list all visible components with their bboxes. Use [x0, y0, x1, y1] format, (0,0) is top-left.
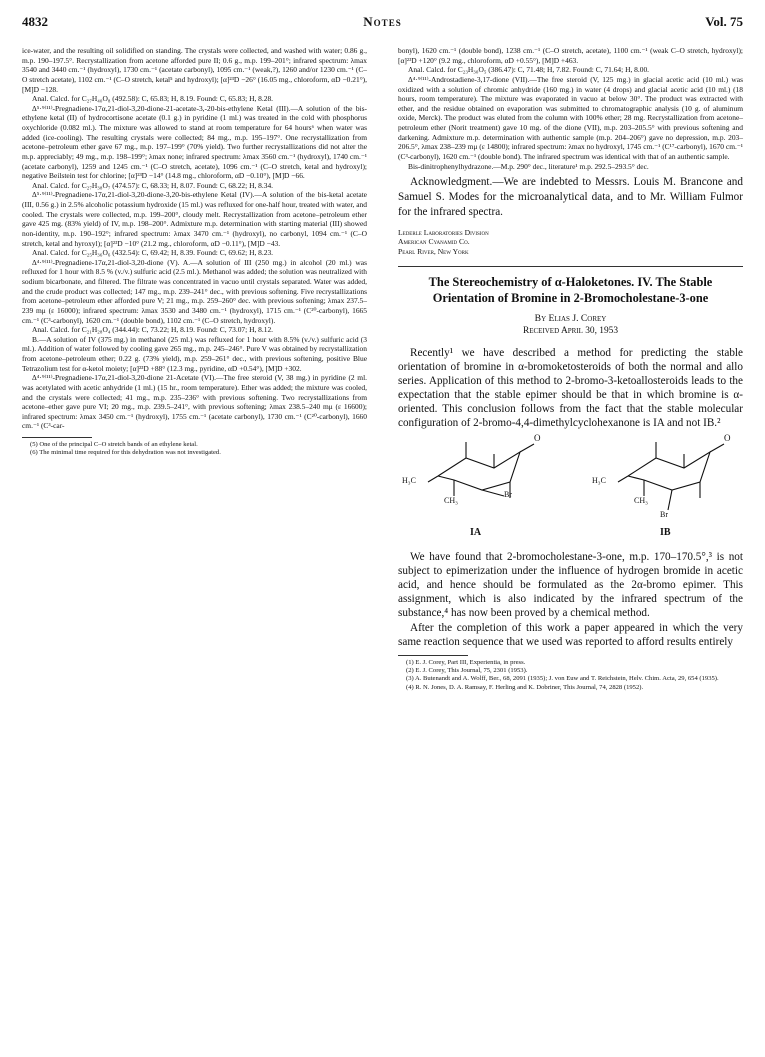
structure-label-IA: IA	[470, 527, 482, 539]
methyl-label: CH₃	[444, 496, 458, 506]
footnote: (2) E. J. Corey, This Journal, 75, 2301 (1953).	[406, 667, 528, 675]
received-date: Received April 30, 1953	[522, 325, 619, 336]
analysis-paragraph: Anal. Calcd. for C₂₇H₃₈O₇ (474.57): C, 68.33; H, 8.07. Found: C, 68.22; H, 8.34.	[32, 180, 274, 190]
footnote: (3) A. Butenandt and A. Wolff, Ber., 68, 2091 (1935); J. von Euw and T. Reichstein, Helv. Chim. Acta, 29, 654 (1935).	[406, 675, 719, 683]
structure-label-IB: IB	[660, 527, 671, 539]
affiliation-line: Lederle Laboratories Division	[398, 227, 489, 237]
author-byline: By Elias J. Corey	[534, 313, 607, 325]
analysis-paragraph: Anal. Calcd. for C₂₃H₃₀O₅ (386.47): C, 71.48; H, 7.82. Found: C, 71.64; H, 8.00.	[408, 65, 650, 75]
methyl-label: H₃C	[402, 476, 416, 486]
paragraph: Δ⁵·⁹⁽¹¹⁾-Pregnadiene-17α,21-diol-3,20-dione-3,20-bis-ethylene Ketal (IV).—A solution of the bis-ketal acetate (III, 0.56 g.) in 2.5% alcoholic potassium hydroxide (15 ml.) was refluxed for one-half hour, treated with water, and cooled. The crystals were collected, m.p. 199–200°, cloudy melt. Recrystallization from acetone–petroleum ether gave 425 mg. (83% yield) of IV, m.p. 198–200°. Admixture m.p. determination with starting material (III) showed non-identity, m.p. 190–192°; infrared spectrum: λmax 3470 cm.⁻¹ (hydroxyl), no carbonyl, 1094 cm.⁻¹ (C–O stretch, ketal and hyroxyl); [α]²³D −10° (21.2 mg., chloroform, αD −0.11°), [M]D −43.	[22, 190, 367, 248]
oxygen-label: O	[724, 433, 731, 444]
right-column	[398, 46, 743, 692]
footnote: (5) One of the principal C–O stretch bands of an ethylene ketal.	[30, 441, 198, 448]
analysis-paragraph: Anal. Calcd. for C₂₅H₃₆O₆ (432.54): C, 69.42; H, 8.39. Found: C, 69.62; H, 8.23.	[32, 248, 274, 258]
left-column	[22, 46, 367, 458]
paragraph: Bis-dinitrophenylhydrazone.—M.p. 290° dec., literature¹ m.p. 292.5–293.5° dec.	[408, 161, 649, 171]
section-divider	[398, 266, 743, 267]
affiliation-line: Pearl River, New York	[398, 246, 469, 256]
bromine-label: Br	[660, 510, 668, 520]
article-title: The Stereochemistry of α-Haloketones. IV. The Stable Orientation of Bromine in 2-Bromocholestane-3-one	[428, 275, 713, 305]
section-title: Notes	[363, 14, 402, 29]
paragraph: bonyl), 1620 cm.⁻¹ (double bond), 1238 cm.⁻¹ (C–O stretch, acetate), 1100 cm.⁻¹ (weak C–O stretch, hydroxyl); [α]²³D +120° (9.2 mg., chloroform, αD +0.55°), [M]D +463.	[398, 46, 743, 65]
body-paragraph: Recently¹ we have described a method for predicting the stable orientation of bromine in α-bromoketosteroids of both the normal and allo series. Application of this method to 2-bromo-3-ketoallosteroids leads to the expectation that the stable epimer should be that in which bromine is α-oriented. This conclusion follows from the fact that the stable molecular configuration of 2-bromo-4,4-dimethylcyclohexanone is IA and not IB.²	[398, 346, 743, 430]
page-header	[22, 14, 743, 36]
affiliation-line: American Cyanamid Co.	[398, 237, 470, 247]
paragraph: Δ⁴·⁹⁽¹¹⁾-Pregnadiene-17α,21-diol-3,20-dione (V). A.—A solution of III (250 mg.) in alcohol (20 ml.) was refluxed for 1 hour with 8.5 % (v./v.) sulfuric acid (2.5 ml.). Methanol was added; the solution was neutralized with sodium bicarbonate, and filtered. The filtrate was concentrated in vacuo until crystals separated. Water was added, and the crude product was collected; 147 mg., m.p. 239–241° dec., with previous softening. Five recrystallizations from acetone–petroleum ether afforded pure V; 21 mg., m.p. 259–260° dec. with previous softening; λmax 237.5–239 mμ (ε 16000); infrared spectrum: λmax 3530 and 3480 cm.⁻¹ (hydroxyl), 1715 cm.⁻¹ (C²⁰-carbonyl), 1665 cm.⁻¹ (C³-carbonyl), 1620 cm.⁻¹ (double bond), 1102 cm.⁻¹ (C–O stretch, hydroxyl).	[22, 257, 367, 325]
cyclohexanone-diagram	[398, 430, 743, 550]
paragraph: B.—A solution of IV (375 mg.) in methanol (25 ml.) was refluxed for 1 hour with 8.5% (v./v.) sulfuric acid (3 ml.). Addition of water followed by cooling gave 265 mg., m.p. 245–246°. Pure V was obtained by recrystallization from acetone–petroleum ether; 0.22 g. (73% yield), m.p. 259–261° dec., with previous softening, positive Blue Tetrazolium test for α-ketol moiety; [α]²³D +88° (12.3 mg., pyridine, αD +0.54°), [M]D +302.	[22, 334, 367, 373]
methyl-label: H₃C	[592, 476, 606, 486]
footnote-rule	[398, 655, 468, 656]
footnote: (6) The minimal time required for this dehydration was not investigated.	[30, 449, 221, 457]
volume-label: Vol. 75	[705, 14, 743, 29]
oxygen-label: O	[534, 433, 541, 444]
bromine-label: Br	[504, 490, 512, 500]
methyl-label: CH₃	[634, 496, 648, 506]
affiliation	[398, 228, 743, 257]
page-number: 4832	[22, 14, 48, 29]
footnote-rule	[22, 437, 92, 438]
body-paragraph: We have found that 2-bromocholestane-3-one, m.p. 170–170.5°,³ is not subject to epimerization under the influence of hydrogen bromide in acetic acid, and hence should be formulated as the 2α-bromo epimer. This assignment, which is also indicated by the infrared spectrum of the substance,⁴ has now been proved by a chemical method.	[398, 551, 743, 620]
paragraph: Δ⁴·⁹⁽¹¹⁾-Androstadiene-3,17-dione (VII).—The free steroid (V, 125 mg.) in glacial acetic acid (10 ml.) was oxidized with a solution of chromic anhydride (160 mg.) in water (4 drops) and glacial acetic acid (10 ml.) (18 hours, room temperature). The mixture was evaporated in vacuo at below 30°. The product was extracted with ether, and the residue obtained on evaporation was submitted to chromatographic analysis (10 g. of aluminum oxide, Merck). The product was eluted from the column with 100% ether; 28 mg. Recrystallization from acetone–petroleum ether (Norit treatment) gave 10 mg. of the dione (VII), m.p. 203–205.5° with previous softening and darkening. Admixture m.p. determination with authentic sample (m.p. 204–206°) gave no depression, m.p. 203–206.5°, λmax 238–239 mμ (ε 14800); infrared spectrum: λmax no hydroxyl, 1745 cm.⁻¹ (C¹⁷-carbonyl), 1670 cm.⁻¹ (C³-carbonyl), 1620 cm.⁻¹ (double bond). The infrared spectrum was identical with that of an authentic sample.	[398, 74, 743, 161]
footnote: (4) R. N. Jones, D. A. Ramsay, F. Herling and K. Dobriner, This Journal, 74, 2828 (1952).	[406, 683, 644, 691]
acknowledgment: Acknowledgment.—We are indebted to Messrs. Louis M. Brancone and Samuel S. Modes for the microanalytical data, and to Mr. William Fulmor for the infrared spectra.	[398, 176, 743, 218]
body-paragraph: After the completion of this work a paper appeared in which the very same reaction sequence that we used was reported to afford results entirely	[398, 621, 743, 648]
structure-IA-bonds	[428, 442, 534, 498]
analysis-paragraph: Anal. Calcd. for C₂₁H₂₈O₄ (344.44): C, 73.22; H, 8.19. Found: C, 73.07; H, 8.12.	[32, 325, 274, 335]
analysis-paragraph: Anal. Calcd. for C₂₇H₄₀O₈ (492.58): C, 65.83; H, 8.19. Found: C, 65.83; H, 8.28.	[32, 94, 274, 104]
footnote: (1) E. J. Corey, Part III, Experientia, in press.	[406, 658, 526, 666]
paragraph: Δ⁵·⁹⁽¹¹⁾-Pregnadiene-17α,21-diol-3,20-dione-21-acetate-3,-20-bis-ethylene Ketal (III).—A solution of the bis-ethylene ketal (II) of hydrocortisone acetate (0.1 g.) in pyridine (1 ml.) was treated in the cold with phosphorus oxychloride (0.082 ml.). The mixture was allowed to stand at room temperature for 64 hours⁶ when water was added (ice-cooling). The resulting crystals were collected; 84 mg., m.p. 195–197°. One recrystallization from acetone–petroleum ether gave 67 mg., m.p. 197–199° (70% yield). Two further recrystallizations did not alter the m.p. appreciably; 49 mg., m.p. 198–199°; λmax none; infrared spectrum: λmax 3560 cm.⁻¹ (hydroxyl), 1740 cm.⁻¹ (acetate carbonyl), 1259 and 1245 cm.⁻¹ (C–O stretch, acetate), 1096 cm.⁻¹ (C–O stretch, ketal and hydroxyl); negative Beilstein test for chlorine; [α]²³D −14° (14.8 mg., chloroform, αD −0.10°), [M]D −66.	[22, 103, 367, 181]
chemical-structures	[398, 430, 743, 550]
paragraph: ice-water, and the resulting oil solidified on standing. The crystals were collected, and washed with water; 0.86 g., m.p. 190–197.5°. Recrystallization from acetone afforded pure II; 0.6 g., m.p. 199–201°; infrared spectrum: λmax 3540 and 3440 cm.⁻¹ (hydroxyl), 1730 cm.⁻¹ (acetate carbonyl), 1095 cm.⁻¹ (weak,?), 1260 and/or 1230 cm.⁻¹ (C–O stretch acetate), 1102 cm.⁻¹ (C–O stretch, ketal⁵ and hydroxyl); [α]²³D −26° (16.05 mg., chloroform, αD −0.21°), [M]D −128.	[22, 46, 367, 94]
paragraph: Δ⁴·⁹⁽¹¹⁾-Pregnadiene-17α,21-diol-3,20-dione 21-Acetate (VI).—The free steroid (V, 38 mg.) in pyridine (2 ml. was acetylated with acetic anhydride (1 ml.) (15 hr., room temperature). Ether was added; the mixture was cooled, and the crystals were collected; 41 mg., m.p. 235–236° with previous softening. Two recrystallizations from acetone–ether gave pure VI; 20 mg., m.p. 239.5–241°, with previous softening; λmax 238.5–240 mμ (ε 16600); infrared spectrum: λmax 3450 cm.⁻¹ (hydroxyl), 1755 cm.⁻¹ (acetate carbonyl), 1730 cm.⁻¹ (C²⁰-carbonyl), 1660 cm.⁻¹ (C³-car-	[22, 373, 367, 431]
